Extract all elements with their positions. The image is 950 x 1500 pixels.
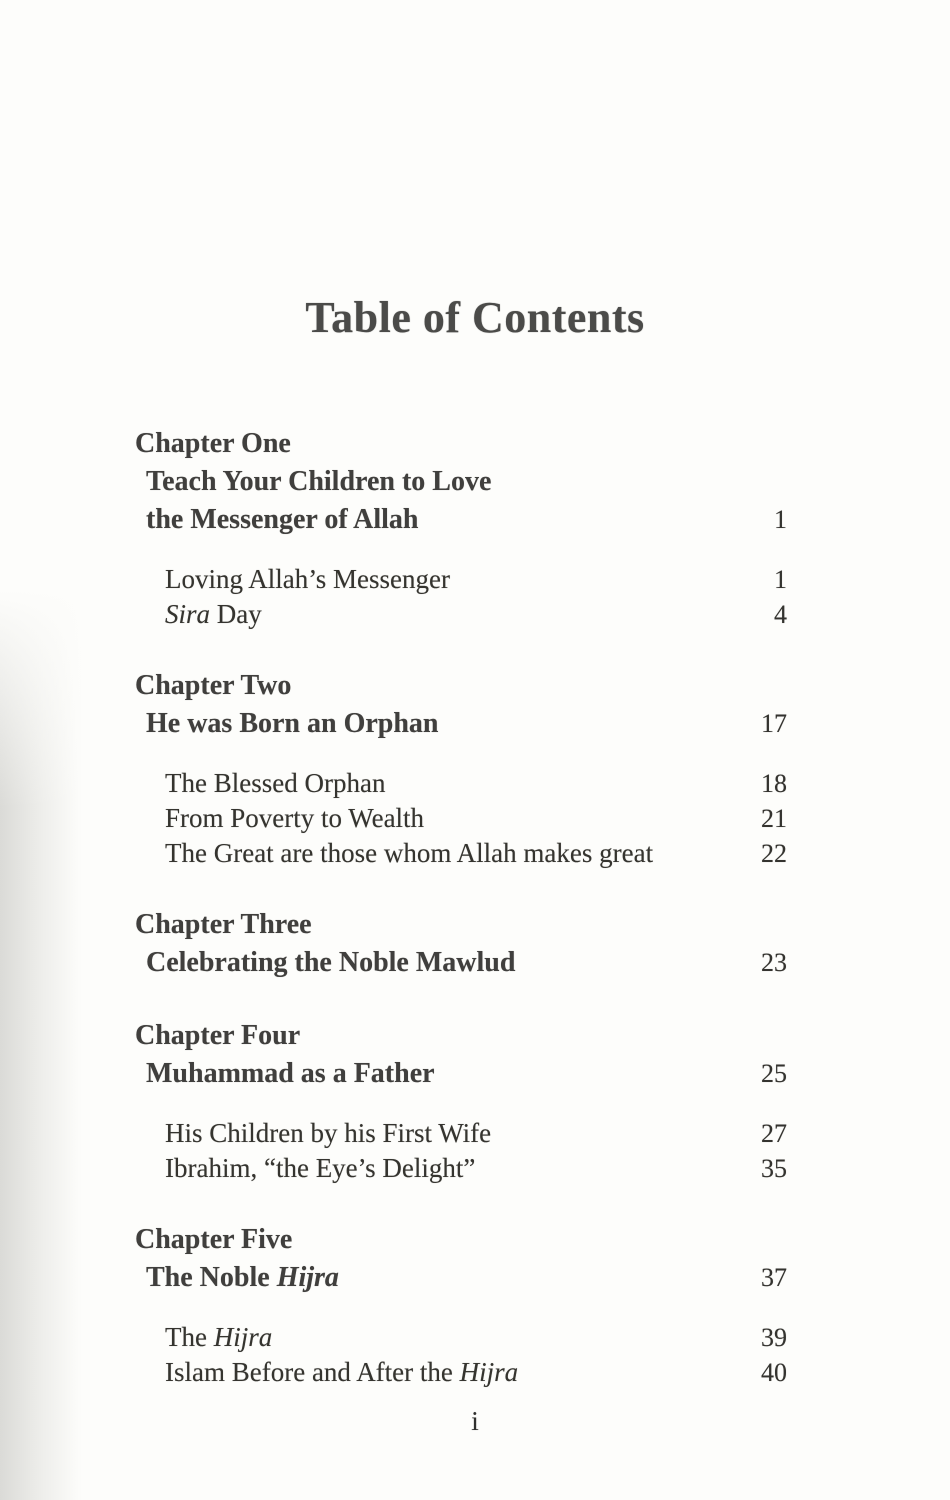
toc-item — [135, 1116, 787, 1151]
italic-text: Hijra — [276, 1262, 339, 1293]
chapter-label: Chapter One — [135, 428, 291, 459]
text-segment: Teach Your Children to Love — [146, 466, 492, 497]
chapter-label: Chapter Four — [135, 1020, 301, 1051]
chapter-title-line — [135, 1055, 787, 1093]
page-number: 21 — [761, 804, 787, 833]
text-segment: He was Born an Orphan — [146, 708, 439, 739]
text-segment: Muhammad as a Father — [146, 1058, 435, 1089]
page-number: 22 — [761, 839, 787, 868]
page-gutter-shadow — [0, 590, 100, 1500]
chapter-label: Chapter Three — [135, 909, 312, 940]
page-number: 23 — [761, 948, 787, 977]
toc-item — [135, 1320, 787, 1355]
entry-text — [165, 1151, 475, 1186]
italic-text: Sira — [165, 599, 211, 629]
chapter-items — [135, 1116, 787, 1186]
toc-item — [135, 766, 787, 801]
toc-item — [135, 836, 787, 871]
entry-text — [146, 705, 439, 743]
page-number: 1 — [774, 565, 787, 594]
chapter-title-line — [135, 944, 787, 982]
chapter-block — [135, 667, 787, 871]
text-segment: The Noble — [146, 1262, 277, 1293]
page-number: 18 — [761, 769, 787, 798]
chapter-label: Chapter Two — [135, 670, 292, 701]
italic-text: Hijra — [213, 1322, 273, 1352]
page-number: 39 — [761, 1323, 787, 1352]
entry-text — [165, 1355, 518, 1390]
page-number: 27 — [761, 1119, 787, 1148]
entry-text — [165, 836, 653, 871]
chapter-block — [135, 1221, 787, 1390]
toc-item — [135, 562, 787, 597]
entry-text — [146, 944, 515, 982]
entry-text — [165, 801, 424, 836]
page-number: 37 — [761, 1263, 787, 1292]
text-segment: Celebrating the Noble Mawlud — [146, 947, 516, 978]
text-segment: Ibrahim, “the Eye’s Delight” — [165, 1153, 476, 1183]
entry-text — [146, 1055, 435, 1093]
footer-page-number: i — [471, 1406, 479, 1436]
entry-text — [165, 597, 262, 632]
chapter-title-line — [135, 705, 787, 743]
page-number: 4 — [774, 600, 787, 629]
entry-text — [165, 1116, 491, 1151]
text-segment: The Blessed Orphan — [165, 768, 386, 798]
entry-text — [146, 501, 418, 539]
text-segment: From Poverty to Wealth — [165, 803, 425, 833]
chapter-items — [135, 1320, 787, 1390]
page-number: 35 — [761, 1154, 787, 1183]
toc-item — [135, 597, 787, 632]
chapter-title-line — [135, 1259, 787, 1297]
chapter-block — [135, 1017, 787, 1186]
page-title: Table of Contents — [305, 293, 645, 342]
entry-text — [146, 1259, 339, 1297]
entry-text — [165, 1320, 272, 1355]
text-segment: Islam Before and After the — [165, 1357, 460, 1387]
entry-text — [146, 463, 491, 501]
entry-text — [165, 562, 450, 597]
text-segment: The Great are those whom Allah makes great — [165, 838, 654, 868]
italic-text: Hijra — [459, 1357, 519, 1387]
text-segment: His Children by his First Wife — [165, 1118, 492, 1148]
toc-item — [135, 801, 787, 836]
chapter-title-line — [135, 501, 787, 539]
chapter-label: Chapter Five — [135, 1224, 293, 1255]
toc-item — [135, 1151, 787, 1186]
page-number: 17 — [761, 709, 787, 738]
chapter-title-line — [135, 463, 787, 501]
page-number: 1 — [774, 505, 787, 534]
text-segment: the Messenger of Allah — [146, 504, 419, 535]
table-of-contents — [135, 425, 787, 1425]
entry-text — [165, 766, 385, 801]
page-number: 25 — [761, 1059, 787, 1088]
page-number: 40 — [761, 1358, 787, 1387]
text-segment: The — [165, 1322, 214, 1352]
chapter-block — [135, 906, 787, 982]
chapter-items — [135, 562, 787, 632]
text-segment: Day — [210, 599, 262, 629]
text-segment: Loving Allah’s Messenger — [165, 564, 450, 594]
toc-item — [135, 1355, 787, 1390]
chapter-items — [135, 766, 787, 871]
chapter-block — [135, 425, 787, 632]
